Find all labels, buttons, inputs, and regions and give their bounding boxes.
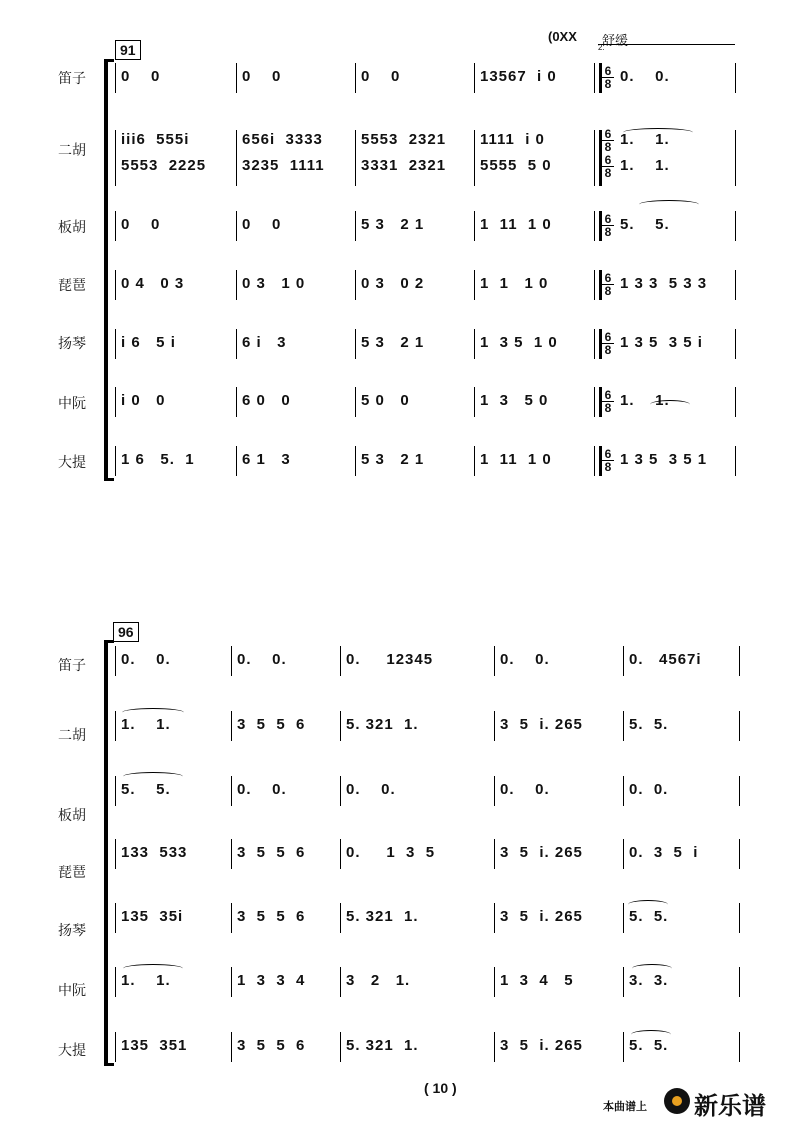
notation-cell: 135 35i: [121, 908, 184, 925]
barline: [355, 329, 356, 359]
barline: [340, 903, 341, 933]
barline: [739, 1032, 740, 1062]
barline: [236, 63, 237, 93]
notation-cell: 0 0: [361, 68, 401, 85]
notation-cell: 1. 1.: [121, 972, 171, 989]
notation-cell: 0. 0.: [500, 651, 550, 668]
notation-cell: 1 1 1 0: [480, 275, 549, 292]
barline: [340, 1032, 341, 1062]
notation-cell: 133 533: [121, 844, 188, 861]
barline: [236, 130, 237, 186]
barline: [231, 646, 232, 676]
notation-cell: iii6 555i: [121, 131, 190, 148]
tie-slur: [623, 128, 693, 137]
notation-cell: 5. 5.: [121, 781, 171, 798]
notation-cell: 5. 321 1.: [346, 1037, 419, 1054]
barline: [231, 839, 232, 869]
notation-cell: 13567 i 0: [480, 68, 557, 85]
tie-slur: [631, 1030, 671, 1039]
barline: [494, 1032, 495, 1062]
barline: [494, 903, 495, 933]
notation-cell: 0. 0.: [237, 781, 287, 798]
notation-cell: 1 3 5 0: [480, 392, 549, 409]
barline: [231, 776, 232, 806]
instrument-name: 中阮: [58, 983, 86, 999]
barline: [340, 776, 341, 806]
notation-cell: 0 3 0 2: [361, 275, 425, 292]
notation-cell: 0 4 0 3: [121, 275, 185, 292]
barline: [115, 63, 116, 93]
notation-cell: 5. 5.: [629, 908, 669, 925]
notation-cell: 0. 0.: [121, 651, 171, 668]
barline: [623, 646, 624, 676]
notation-cell: 1. 1.: [620, 392, 670, 409]
barline: [623, 839, 624, 869]
barline: [494, 711, 495, 741]
barline: [474, 270, 475, 300]
instrument-name: 板胡: [58, 808, 86, 824]
instrument-name: 笛子: [58, 658, 86, 674]
barline: [115, 1032, 116, 1062]
notation-cell: i 6 5 i: [121, 334, 176, 351]
notation-cell: 3331 2321: [361, 157, 447, 174]
barline: [739, 839, 740, 869]
notation-cell: 135 351: [121, 1037, 188, 1054]
notation-cell: 1 3 5 1 0: [480, 334, 558, 351]
barline: [355, 211, 356, 241]
instrument-name: 大提: [58, 455, 86, 471]
barline: [236, 270, 237, 300]
barline: [594, 130, 602, 186]
barline: [115, 776, 116, 806]
barline: [115, 967, 116, 997]
barline: [735, 270, 736, 300]
notation-cell: 0. 1 3 5: [346, 844, 436, 861]
tie-slur: [632, 964, 672, 973]
barline: [115, 211, 116, 241]
measure-number-91: 91: [115, 40, 141, 60]
notation-cell: 3 5 5 6: [237, 1037, 306, 1054]
barline: [115, 903, 116, 933]
time-signature: 6 8: [602, 128, 614, 153]
instrument-name: 笛子: [58, 71, 86, 87]
notation-cell: 5 3 2 1: [361, 451, 425, 468]
notation-cell: 3 5 i. 265: [500, 908, 583, 925]
notation-cell: 1 6 5. 1: [121, 451, 195, 468]
barline: [236, 446, 237, 476]
barline: [735, 329, 736, 359]
notation-cell: 3235 1111: [242, 157, 325, 174]
barline: [739, 967, 740, 997]
tie-slur: [123, 772, 183, 781]
system2-bracket: [104, 643, 108, 1063]
barline: [355, 130, 356, 186]
barline: [340, 646, 341, 676]
notation-cell: 6 i 3: [242, 334, 287, 351]
barline: [739, 903, 740, 933]
notation-cell: 3 5 i. 265: [500, 716, 583, 733]
time-signature: 6 8: [602, 65, 614, 90]
barline: [236, 329, 237, 359]
notation-cell: 5. 321 1.: [346, 716, 419, 733]
barline: [340, 711, 341, 741]
tie-slur: [628, 900, 668, 909]
barline: [236, 211, 237, 241]
notation-cell: 5 3 2 1: [361, 334, 425, 351]
barline: [735, 211, 736, 241]
notation-cell: 1111 i 0: [480, 131, 545, 148]
notation-cell: 5 3 2 1: [361, 216, 425, 233]
time-signature: 6 8: [602, 389, 614, 414]
barline: [115, 329, 116, 359]
notation-cell: 5 0 0: [361, 392, 410, 409]
barline: [594, 329, 602, 359]
barline: [474, 329, 475, 359]
notation-cell: 5553 2321: [361, 131, 447, 148]
barline: [494, 967, 495, 997]
time-signature: 6 8: [602, 448, 614, 473]
barline: [594, 211, 602, 241]
notation-cell: 3 2 1.: [346, 972, 411, 989]
barline: [355, 387, 356, 417]
notation-cell: 5555 5 0: [480, 157, 552, 174]
notation-cell: 1 11 1 0: [480, 451, 552, 468]
instrument-name: 扬琴: [58, 336, 86, 352]
barline: [474, 211, 475, 241]
notation-cell: 0 3 1 0: [242, 275, 306, 292]
notation-cell: 0. 3 5 i: [629, 844, 699, 861]
tie-slur: [122, 708, 184, 717]
barline: [474, 446, 475, 476]
notation-cell: 3 5 i. 265: [500, 844, 583, 861]
barline: [623, 711, 624, 741]
instrument-name: 扬琴: [58, 923, 86, 939]
barline: [474, 63, 475, 93]
barline: [115, 839, 116, 869]
notation-cell: 3 5 i. 265: [500, 1037, 583, 1054]
ending-marker: 2.: [598, 43, 605, 52]
time-signature: 6 8: [602, 154, 614, 179]
logo-icon: [664, 1088, 690, 1114]
instrument-name: 二胡: [58, 728, 86, 744]
barline: [739, 646, 740, 676]
barline: [494, 646, 495, 676]
notation-cell: 0 0: [121, 216, 161, 233]
notation-cell: 0. 12345: [346, 651, 434, 668]
barline: [735, 130, 736, 186]
notation-cell: 3 5 5 6: [237, 844, 306, 861]
tie-slur: [123, 964, 183, 973]
barline: [735, 446, 736, 476]
footer-note: 本曲谱上: [603, 1101, 647, 1113]
notation-cell: 1. 1.: [121, 716, 171, 733]
ending-line: [598, 44, 735, 45]
time-signature: 6 8: [602, 213, 614, 238]
barline: [355, 63, 356, 93]
barline: [623, 1032, 624, 1062]
time-signature: 6 8: [602, 331, 614, 356]
notation-cell: 0. 0.: [237, 651, 287, 668]
barline: [115, 646, 116, 676]
notation-cell: 5. 5.: [629, 716, 669, 733]
barline: [623, 776, 624, 806]
notation-cell: 1 3 5 3 5 1: [620, 451, 708, 468]
notation-cell: 0. 0.: [346, 781, 396, 798]
barline: [231, 967, 232, 997]
notation-cell: 656i 3333: [242, 131, 323, 148]
time-signature: 6 8: [602, 272, 614, 297]
notation-cell: 3. 3.: [629, 972, 669, 989]
tie-slur: [650, 400, 690, 409]
notation-cell: 0. 4567i: [629, 651, 702, 668]
logo-text: 新乐谱: [694, 1092, 766, 1120]
notation-cell: 0 0: [242, 68, 282, 85]
barline: [623, 903, 624, 933]
barline: [594, 270, 602, 300]
notation-cell: 5. 5.: [629, 1037, 669, 1054]
notation-cell: 0 0: [242, 216, 282, 233]
barline: [231, 711, 232, 741]
barline: [231, 903, 232, 933]
barline: [115, 130, 116, 186]
pickup-note: (0XX: [548, 29, 577, 44]
barline: [474, 130, 475, 186]
notation-cell: 1 3 4 5: [500, 972, 574, 989]
barline: [735, 387, 736, 417]
barline: [355, 446, 356, 476]
barline: [474, 387, 475, 417]
barline: [494, 839, 495, 869]
notation-cell: 1. 1.: [620, 157, 670, 174]
barline: [494, 776, 495, 806]
barline: [355, 270, 356, 300]
notation-cell: 5. 321 1.: [346, 908, 419, 925]
barline: [115, 446, 116, 476]
notation-cell: 1 3 3 5 3 3: [620, 275, 708, 292]
notation-cell: i 0 0: [121, 392, 166, 409]
barline: [231, 1032, 232, 1062]
instrument-name: 琵琶: [58, 278, 86, 294]
notation-cell: 0. 0.: [500, 781, 550, 798]
tie-slur: [639, 200, 699, 209]
barline: [340, 839, 341, 869]
instrument-name: 琵琶: [58, 865, 86, 881]
notation-cell: 5. 5.: [620, 216, 670, 233]
instrument-name: 二胡: [58, 143, 86, 159]
barline: [739, 776, 740, 806]
barline: [115, 270, 116, 300]
barline: [594, 387, 602, 417]
barline: [739, 711, 740, 741]
barline: [594, 63, 602, 93]
instrument-name: 大提: [58, 1043, 86, 1059]
barline: [236, 387, 237, 417]
notation-cell: 0. 0.: [620, 68, 670, 85]
barline: [115, 711, 116, 741]
notation-cell: 1 3 5 3 5 i: [620, 334, 703, 351]
notation-cell: 1 3 3 4: [237, 972, 306, 989]
notation-cell: 1. 1.: [620, 131, 670, 148]
measure-number-96: 96: [113, 622, 139, 642]
system1-bracket: [104, 62, 108, 478]
notation-cell: 3 5 5 6: [237, 716, 306, 733]
barline: [340, 967, 341, 997]
notation-cell: 0 0: [121, 68, 161, 85]
notation-cell: 5553 2225: [121, 157, 207, 174]
barline: [115, 387, 116, 417]
notation-cell: 3 5 5 6: [237, 908, 306, 925]
tempo-mark: 舒缓: [602, 33, 629, 48]
barline: [623, 967, 624, 997]
notation-cell: 6 0 0: [242, 392, 291, 409]
instrument-name: 板胡: [58, 220, 86, 236]
page-number: ( 10 ): [424, 1080, 457, 1096]
instrument-name: 中阮: [58, 396, 86, 412]
barline: [594, 446, 602, 476]
barline: [735, 63, 736, 93]
notation-cell: 6 1 3: [242, 451, 291, 468]
notation-cell: 0. 0.: [629, 781, 669, 798]
notation-cell: 1 11 1 0: [480, 216, 552, 233]
